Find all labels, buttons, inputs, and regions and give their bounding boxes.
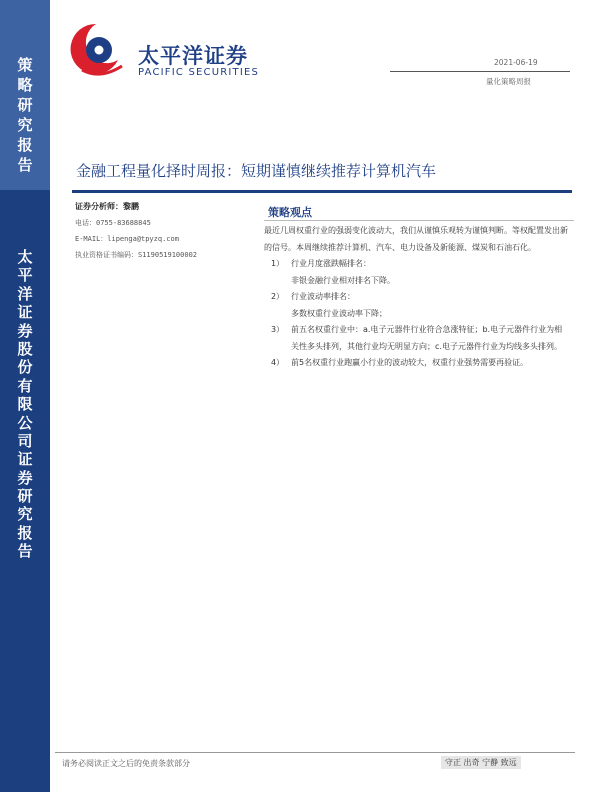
viewpoint-heading: 策略观点 <box>268 206 312 219</box>
sidebar-char: 告 <box>17 156 33 174</box>
point-number: 3） <box>270 325 285 334</box>
analyst-license: 执业资格证书编码：S1190519100002 <box>75 251 198 259</box>
point-number: 1） <box>270 259 285 268</box>
sidebar-char: 券 <box>17 321 33 340</box>
viewpoint-content <box>264 223 570 372</box>
list-item <box>264 289 570 306</box>
sidebar-char: 有 <box>17 376 33 395</box>
sidebar-char: 份 <box>17 358 33 377</box>
point-text: 行业波动率排名： <box>291 292 355 301</box>
list-item <box>264 355 570 372</box>
sidebar-bottom-label <box>0 250 50 563</box>
viewpoint-divider <box>264 220 574 221</box>
point-number <box>264 306 291 323</box>
report-title: 金融工程量化择时周报：短期谨慎继续推荐计算机汽车 <box>76 162 437 180</box>
sidebar-char: 研 <box>17 487 33 506</box>
header-divider <box>390 71 570 72</box>
list-item <box>264 322 570 355</box>
sidebar-char: 平 <box>17 266 33 285</box>
analyst-info <box>75 199 245 263</box>
analyst-email[interactable]: E-MAIL：lipenga@tpyzq.com <box>75 235 179 243</box>
sidebar-char: 研 <box>17 96 33 114</box>
sidebar-char: 报 <box>17 523 33 542</box>
footer-disclaimer: 请务必阅读正文之后的免责条款部分 <box>62 759 190 768</box>
sidebar-char: 证 <box>17 303 33 322</box>
sidebar-char: 报 <box>17 136 33 154</box>
sidebar-top-label <box>0 58 50 178</box>
point-text: 前五名权重行业中：a.电子元器件行业符合急涨特征；b.电子元器件行业为相关性多头排列，其他行业均无明显方向；c.电子元器件行业为均线多头排列。 <box>291 325 563 351</box>
viewpoint-intro: 最近几周权重行业的强弱变化波动大，我们从谨慎乐观转为谨慎判断。等权配置发出新的信号。本周继续推荐计算机、汽车、电力设备及新能源、煤炭和石油石化。 <box>264 226 568 252</box>
sidebar-char: 证 <box>17 450 33 469</box>
title-divider <box>72 190 572 193</box>
sidebar-char: 究 <box>17 116 33 134</box>
analyst-phone: 电话：0755-83688845 <box>75 219 151 227</box>
sidebar-char: 略 <box>17 76 33 94</box>
sidebar-char: 公 <box>17 413 33 432</box>
report-type: 量化策略周报 <box>486 77 531 86</box>
sidebar-char: 券 <box>17 468 33 487</box>
sidebar-char: 洋 <box>17 284 33 303</box>
point-number: 2） <box>270 292 285 301</box>
point-text: 行业月度涨跌幅排名： <box>291 259 371 268</box>
sidebar-char: 究 <box>17 505 33 524</box>
footer-motto: 守正 出奇 宁静 致远 <box>441 756 521 769</box>
list-item <box>264 273 570 290</box>
point-text: 前5名权重行业跑赢小行业的波动较大，权重行业强势需要再验证。 <box>291 358 529 367</box>
list-item <box>264 306 570 323</box>
sidebar-char: 限 <box>17 395 33 414</box>
list-item <box>264 256 570 273</box>
sidebar-char: 司 <box>17 431 33 450</box>
footer-divider <box>55 752 575 753</box>
report-date: 2021-06-19 <box>494 58 538 67</box>
sidebar-char: 太 <box>17 248 33 266</box>
point-text: 非银金融行业相对排名下降。 <box>291 275 395 285</box>
brand-name-cn: 太平洋证券 <box>138 44 248 68</box>
analyst-heading: 证券分析师：黎鹏 <box>75 202 139 211</box>
point-number <box>264 273 291 290</box>
sidebar-char: 策 <box>17 56 33 74</box>
brand-name-en: PACIFIC SECURITIES <box>138 67 260 78</box>
pacific-securities-logo-icon <box>60 20 132 78</box>
point-number: 4） <box>270 358 285 367</box>
point-text: 多数权重行业波动率下降； <box>291 308 387 318</box>
sidebar-char: 告 <box>17 542 33 561</box>
sidebar-char: 股 <box>17 339 33 358</box>
